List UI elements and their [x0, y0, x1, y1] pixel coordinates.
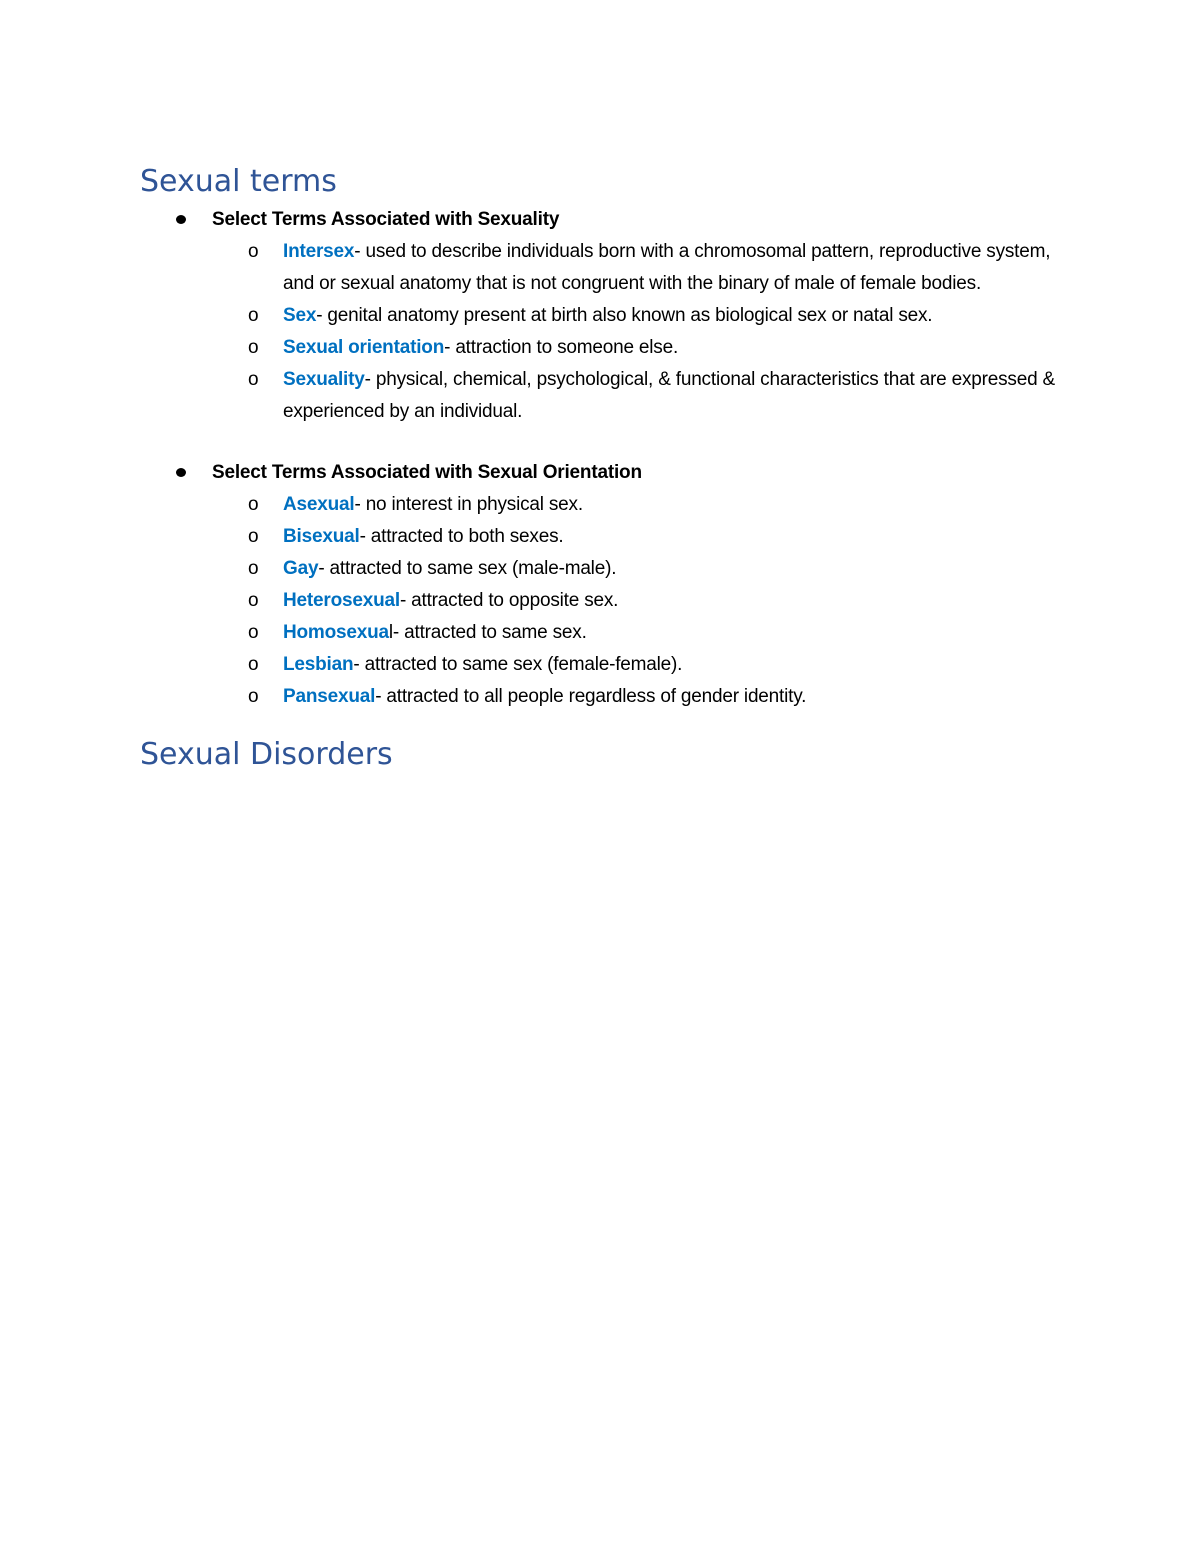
term: Gay: [283, 558, 319, 579]
sub-list-item: [0, 585, 1200, 617]
definition: - physical, chemical, psychological, & functional characteristics that are expressed & experienced by an individual.: [283, 369, 1055, 422]
term: Lesbian: [283, 654, 354, 675]
circle-bullet-icon: o: [248, 526, 259, 547]
sub-list-item: [0, 649, 1200, 681]
definition: - attracted to both sexes.: [359, 526, 564, 547]
sub-list-item: [0, 617, 1200, 649]
term: Sexuality: [283, 369, 365, 390]
section-sexuality-terms: [0, 204, 1200, 428]
circle-bullet-icon: o: [248, 337, 259, 358]
bullet-item: [0, 204, 1200, 236]
term: Heterosexual: [283, 590, 400, 611]
sub-list-item: [0, 553, 1200, 585]
sub-list-item: [0, 489, 1200, 521]
definition: - attraction to someone else.: [444, 337, 679, 358]
definition: - attracted to all people regardless of gender identity.: [375, 686, 807, 707]
term: Sexual orientation: [283, 337, 445, 358]
term: Bisexual: [283, 526, 360, 547]
definition: - attracted to same sex (female-female).: [353, 654, 683, 675]
heading-sexual-disorders: Sexual Disorders: [140, 737, 393, 772]
bullet-dot-icon: [176, 215, 186, 224]
term: Asexual: [283, 494, 355, 515]
sub-list-item: [0, 681, 1200, 713]
sub-list-item: [0, 332, 1200, 364]
circle-bullet-icon: o: [248, 622, 259, 643]
sub-list-item: [0, 236, 1200, 300]
section-title: Select Terms Associated with Sexuality: [212, 209, 560, 230]
term: Sex: [283, 305, 317, 326]
section-orientation-terms: [0, 457, 1200, 713]
bullet-dot-icon: [176, 468, 186, 477]
definition: l- attracted to same sex.: [388, 622, 587, 643]
term: Intersex: [283, 241, 355, 262]
term: Homosexua: [283, 622, 389, 643]
circle-bullet-icon: o: [248, 305, 259, 326]
circle-bullet-icon: o: [248, 590, 259, 611]
definition: - used to describe individuals born with a chromosomal pattern, reproductive system, and or sexual anatomy that is not congruent with the binary of male of female bodies.: [283, 241, 1051, 294]
heading-sexual-terms: Sexual terms: [140, 164, 337, 199]
circle-bullet-icon: o: [248, 686, 259, 707]
sub-list-item: [0, 521, 1200, 553]
definition: - no interest in physical sex.: [354, 494, 583, 515]
circle-bullet-icon: o: [248, 369, 259, 390]
sub-list-item: [0, 364, 1200, 428]
circle-bullet-icon: o: [248, 241, 259, 262]
circle-bullet-icon: o: [248, 558, 259, 579]
definition: - attracted to opposite sex.: [399, 590, 619, 611]
definition: - genital anatomy present at birth also known as biological sex or natal sex.: [316, 305, 933, 326]
bullet-item: [0, 457, 1200, 489]
circle-bullet-icon: o: [248, 654, 259, 675]
circle-bullet-icon: o: [248, 494, 259, 515]
term: Pansexual: [283, 686, 376, 707]
section-title: Select Terms Associated with Sexual Orientation: [212, 462, 642, 483]
sub-list-item: [0, 300, 1200, 332]
definition: - attracted to same sex (male-male).: [318, 558, 617, 579]
